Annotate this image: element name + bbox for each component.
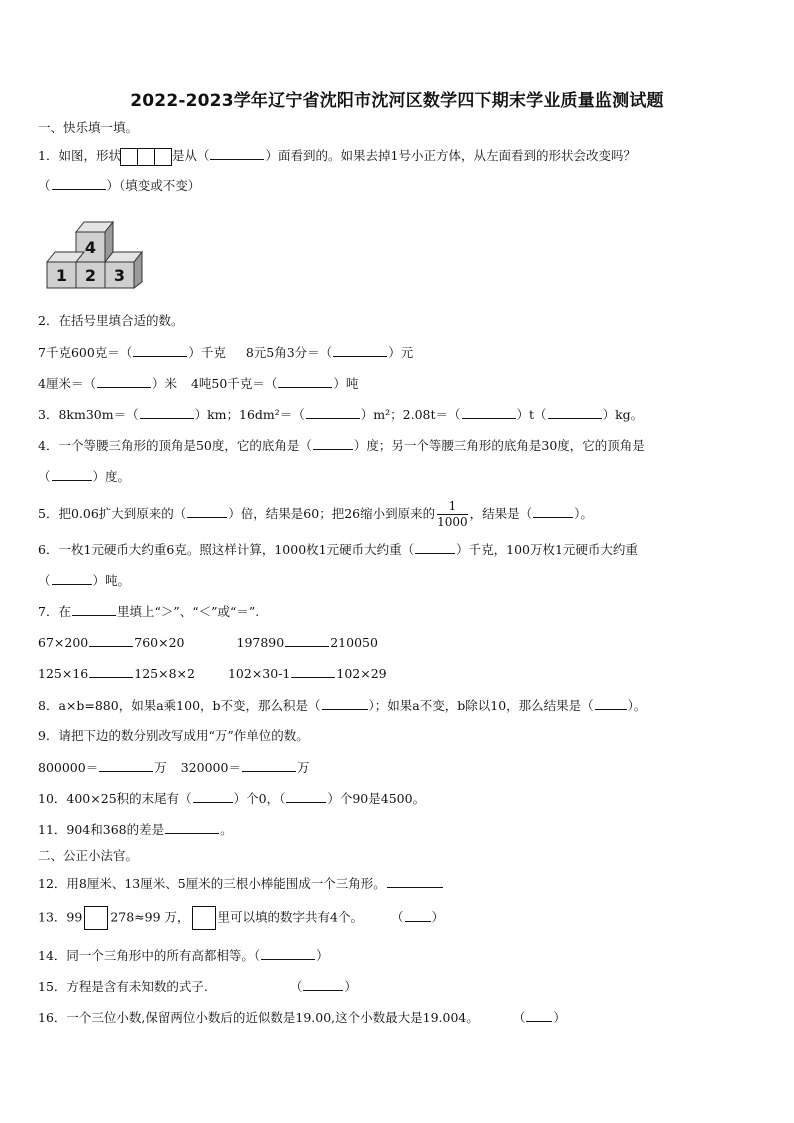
- answer-blank[interactable]: [261, 947, 315, 960]
- answer-blank[interactable]: [285, 634, 329, 647]
- question-6: 6．一枚1元硬币大约重6克。照这样计算，1000枚1元硬币大约重（ ）千克，100万枚1元硬币大约重: [38, 542, 638, 557]
- question-12: 12．用8厘米、13厘米、5厘米的三根小棒能围成一个三角形。: [38, 875, 444, 892]
- answer-blank[interactable]: [278, 375, 332, 388]
- answer-blank[interactable]: [405, 909, 431, 922]
- answer-blank[interactable]: [291, 665, 335, 678]
- answer-blank[interactable]: [187, 505, 227, 518]
- cube-label-3: 3: [113, 266, 126, 285]
- cube-figure: [42, 218, 148, 290]
- answer-blank[interactable]: [133, 344, 187, 357]
- answer-blank[interactable]: [462, 406, 516, 419]
- cube-label-1: 1: [55, 266, 68, 285]
- answer-blank[interactable]: [99, 759, 153, 772]
- question-4-cont: （ ）度。: [38, 469, 131, 484]
- answer-blank[interactable]: [52, 177, 106, 190]
- section-1-heading: 一、快乐填一填。: [38, 120, 139, 135]
- answer-blank[interactable]: [89, 634, 133, 647]
- answer-blank[interactable]: [415, 541, 455, 554]
- question-2-heading: 2．在括号里填合适的数。: [38, 313, 184, 328]
- fraction: $\frac{1}{1000}$: [437, 499, 468, 529]
- answer-blank[interactable]: [52, 468, 92, 481]
- answer-blank[interactable]: [140, 406, 194, 419]
- question-10: 10．400×25积的末尾有（ ）个0，（ ）个90是4500。: [38, 791, 426, 806]
- page-title: 2022-2023学年辽宁省沈阳市沈河区数学四下期末学业质量监测试题: [130, 91, 664, 111]
- answer-blank[interactable]: [303, 978, 343, 991]
- answer-blank[interactable]: [333, 344, 387, 357]
- question-7-row-1: 67×200 760×20 197890 210050: [38, 635, 378, 650]
- question-5: 5．把0.06扩大到原来的（ ）倍，结果是60；把26缩小到原来的 $\frac{1}{1000}$ ，结果是（ ）。: [38, 499, 593, 529]
- cube-label-2: 2: [84, 266, 97, 285]
- question-13: 13．99 278≈99 万， 里可以填的数字共有4个。 （ ）: [38, 906, 444, 930]
- question-2-line-1: 7千克600克＝（ ）千克 8元5角3分＝（ ）元: [38, 345, 414, 360]
- question-2-line-2: 4厘米＝（ ）米 4吨50千克＝（ ）吨: [38, 376, 359, 391]
- answer-blank[interactable]: [533, 505, 573, 518]
- answer-blank[interactable]: [387, 875, 443, 888]
- question-16: 16．一个三位小数,保留两位小数后的近似数是19.00,这个小数最大是19.004。 （ ）: [38, 1010, 566, 1025]
- shape-squares: [121, 148, 172, 163]
- question-8: 8．a×b=880，如果a乘100，b不变，那么积是（ ）；如果a不变，b除以10，那么结果是（ ）。: [38, 698, 647, 713]
- question-6-cont: （ ）吨。: [38, 573, 131, 588]
- question-7-heading: 7．在 里填上“＞”、“＜”或“＝”.: [38, 604, 260, 619]
- question-3: 3．8km30m＝（ ）km；16dm²＝（ ）m²；2.08t＝（ ）t（ ）kg。: [38, 407, 644, 422]
- question-9-line: 800000＝ 万 320000＝ 万: [38, 760, 310, 775]
- answer-blank[interactable]: [165, 821, 219, 834]
- question-11: 11．904和368的差是 。: [38, 822, 233, 837]
- digit-box[interactable]: [192, 906, 216, 930]
- question-7-row-2: 125×16 125×8×2 102×30-1 102×29: [38, 666, 387, 681]
- answer-blank[interactable]: [52, 572, 92, 585]
- answer-blank[interactable]: [306, 406, 360, 419]
- question-4: 4．一个等腰三角形的顶角是50度，它的底角是（ ）度；另一个等腰三角形的底角是30度，它的顶角是: [38, 438, 645, 453]
- answer-blank[interactable]: [595, 697, 627, 710]
- answer-blank[interactable]: [97, 375, 151, 388]
- question-9-heading: 9．请把下边的数分别改写成用“万”作单位的数。: [38, 728, 309, 743]
- section-2-heading: 二、公正小法官。: [38, 848, 139, 863]
- digit-box[interactable]: [84, 906, 108, 930]
- question-1-cont: （ ）（填变或不变）: [38, 178, 201, 193]
- cube-label-4: 4: [84, 238, 97, 257]
- answer-blank[interactable]: [313, 437, 353, 450]
- question-15: 15．方程是含有未知数的式子. （ ）: [38, 979, 357, 994]
- answer-blank[interactable]: [193, 790, 233, 803]
- answer-blank[interactable]: [322, 697, 368, 710]
- answer-blank[interactable]: [548, 406, 602, 419]
- answer-blank[interactable]: [526, 1009, 552, 1022]
- question-14: 14．同一个三角形中的所有高都相等。（ ）: [38, 948, 329, 963]
- question-1: 1．如图，形状 是从（ ）面看到的。如果去掉1号小正方体，从左面看到的形状会改变吗？: [38, 147, 636, 166]
- answer-blank[interactable]: [210, 147, 264, 160]
- answer-blank[interactable]: [89, 665, 133, 678]
- answer-blank[interactable]: [242, 759, 296, 772]
- answer-blank[interactable]: [286, 790, 326, 803]
